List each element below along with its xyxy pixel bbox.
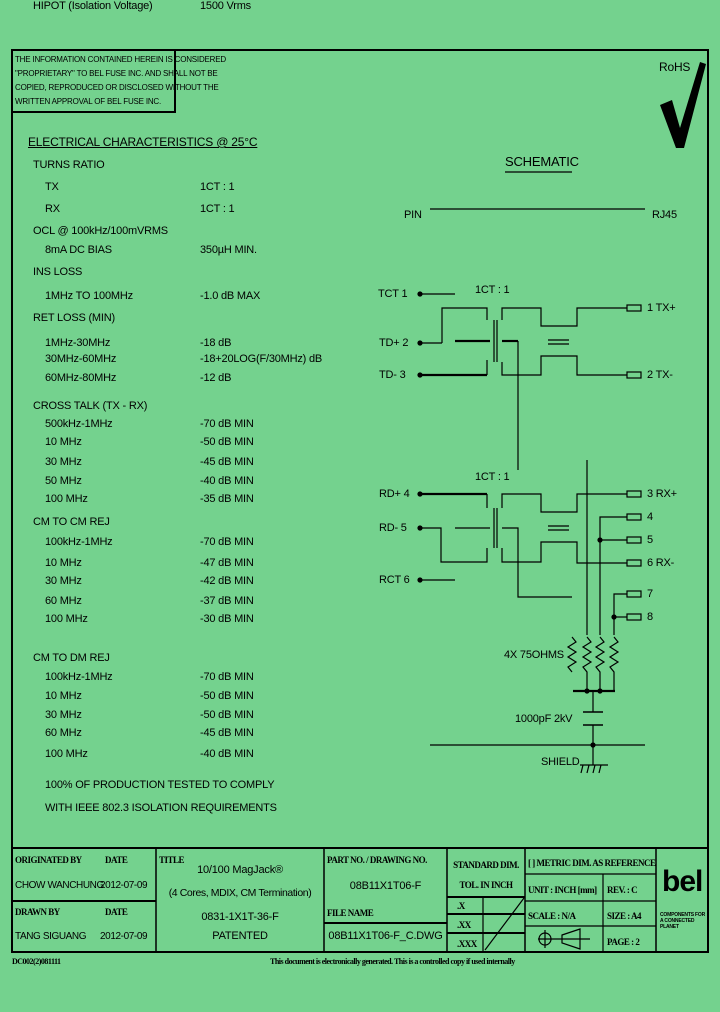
characteristic-label: OCL @ 100kHz/100mVRMS	[33, 225, 168, 237]
characteristic-value: 1CT : 1	[200, 181, 235, 193]
characteristic-label: TURNS RATIO	[33, 159, 105, 171]
characteristic-label: 100kHz-1MHz	[45, 671, 113, 683]
rj45-pin-label: 5	[647, 534, 653, 546]
notice-line: "PROPRIETARY" TO BEL FUSE INC. AND SHALL NOT BE	[15, 69, 218, 78]
characteristic-value: -70 dB MIN	[200, 418, 254, 430]
characteristic-value: -50 dB MIN	[200, 690, 254, 702]
notice-line: THE INFORMATION CONTAINED HEREIN IS CONSIDERED	[15, 55, 226, 64]
title-label: TITLE	[159, 855, 185, 865]
drawn-by-label: DRAWN BY	[15, 907, 60, 917]
characteristic-value: -45 dB MIN	[200, 456, 254, 468]
characteristic-label: 10 MHz	[45, 436, 82, 448]
originator-name: CHOW WANCHUNG	[15, 880, 104, 891]
characteristic-label: 30 MHz	[45, 456, 82, 468]
compliance-note: WITH IEEE 802.3 ISOLATION REQUIREMENTS	[45, 802, 277, 814]
characteristic-label: 60 MHz	[45, 595, 82, 607]
characteristic-label: TX	[45, 181, 59, 193]
rj45-pin-label: 7	[647, 588, 653, 600]
revision-label: REV. : C	[607, 885, 638, 895]
capacitor-label: 1000pF 2kV	[515, 713, 573, 725]
characteristic-value: 1CT : 1	[200, 203, 235, 215]
characteristic-label: INS LOSS	[33, 266, 83, 278]
electrical-title: ELECTRICAL CHARACTERISTICS @ 25°C	[28, 135, 258, 149]
characteristic-value: -35 dB MIN	[200, 493, 254, 505]
characteristic-value: -50 dB MIN	[200, 709, 254, 721]
bel-tagline: COMPONENTS FOR A CONNECTED PLANET	[660, 912, 705, 930]
rj45-header: RJ45	[652, 209, 677, 221]
rohs-label: RoHS	[659, 60, 691, 74]
characteristic-label: CM TO CM REJ	[33, 516, 110, 528]
drawn-date: 2012-07-09	[100, 931, 148, 942]
pin-label: TCT 1	[378, 288, 408, 300]
proprietary-notice	[15, 53, 226, 109]
characteristic-label: 100 MHz	[45, 748, 88, 760]
pin-label: RCT 6	[379, 574, 410, 586]
patented-label: PATENTED	[212, 930, 268, 942]
characteristic-value: -1.0 dB MAX	[200, 290, 261, 302]
part-no-label: PART NO. / DRAWING NO.	[327, 855, 427, 865]
file-name-label: FILE NAME	[327, 908, 374, 918]
characteristic-label: 100 MHz	[45, 493, 88, 505]
characteristic-label: 30 MHz	[45, 575, 82, 587]
rj45-pin-label: 2 TX-	[647, 369, 673, 381]
tol-xxx: .XXX	[457, 939, 477, 949]
notice-line: COPIED, REPRODUCED OR DISCLOSED WITHOUT THE	[15, 83, 219, 92]
characteristic-value: -18 dB	[200, 337, 232, 349]
tol-x: .X	[457, 901, 465, 911]
pin-label: RD+ 4	[379, 488, 410, 500]
page-label: PAGE : 2	[607, 937, 640, 947]
file-name: 08B11X1T06-F_C.DWG	[328, 930, 443, 942]
characteristic-label: 1MHz TO 100MHz	[45, 290, 133, 302]
characteristic-label: 100 MHz	[45, 613, 88, 625]
characteristic-value: -18+20LOG(F/30MHz) dB	[200, 353, 323, 365]
characteristic-value: -30 dB MIN	[200, 613, 254, 625]
notice-line: WRITTEN APPROVAL OF BEL FUSE INC.	[15, 97, 162, 106]
characteristic-label: 30MHz-60MHz	[45, 353, 117, 365]
characteristic-label: 1MHz-30MHz	[45, 337, 111, 349]
rj45-pin-label: 1 TX+	[647, 302, 676, 314]
characteristic-value: -40 dB MIN	[200, 475, 254, 487]
metric-note: [ ] METRIC DIM. AS REFERENCE	[528, 858, 656, 868]
characteristic-label: HIPOT (Isolation Voltage)	[33, 0, 153, 12]
product-part: 0831-1X1T-36-F	[201, 911, 279, 923]
characteristic-label: 50 MHz	[45, 475, 82, 487]
characteristic-label: 10 MHz	[45, 690, 82, 702]
turns-ratio-label: 1CT : 1	[475, 471, 510, 483]
turns-ratio-label: 1CT : 1	[475, 284, 510, 296]
tol-xx: .XX	[457, 920, 471, 930]
date-label: DATE	[105, 907, 128, 917]
standard-dim-label: STANDARD DIM.	[453, 860, 519, 870]
scale-label: SCALE : N/A	[528, 911, 576, 921]
product-subtitle: (4 Cores, MDIX, CM Termination)	[168, 887, 312, 899]
characteristic-label: 60MHz-80MHz	[45, 372, 117, 384]
rj45-pin-label: 3 RX+	[647, 488, 677, 500]
characteristic-label: 30 MHz	[45, 709, 82, 721]
characteristic-value: -45 dB MIN	[200, 727, 254, 739]
pin-label: TD- 3	[379, 369, 406, 381]
shield-label: SHIELD	[541, 756, 580, 768]
characteristic-label: 60 MHz	[45, 727, 82, 739]
characteristic-label: CROSS TALK (TX - RX)	[33, 400, 148, 412]
characteristic-value: -40 dB MIN	[200, 748, 254, 760]
characteristic-value: -70 dB MIN	[200, 671, 254, 683]
unit-label: UNIT : INCH [mm]	[528, 885, 597, 895]
pin-label: TD+ 2	[379, 337, 409, 349]
resistor-label: 4X 75OHMS	[504, 649, 564, 661]
characteristic-value: 350µH MIN.	[200, 244, 257, 256]
pin-label: RD- 5	[379, 522, 407, 534]
rj45-pin-label: 4	[647, 511, 653, 523]
characteristic-label: 8mA DC BIAS	[45, 244, 112, 256]
part-number: 08B11X1T06-F	[349, 880, 422, 892]
originated-by-label: ORIGINATED BY	[15, 855, 82, 865]
tolerance-label: TOL. IN INCH	[459, 880, 513, 890]
bel-logo: bel	[662, 865, 703, 898]
product-title: 10/100 MagJack®	[197, 864, 283, 876]
rj45-pin-label: 8	[647, 611, 653, 623]
characteristic-label: RX	[45, 203, 60, 215]
characteristic-label: 100kHz-1MHz	[45, 536, 113, 548]
document-code: DC002(2)081111	[12, 957, 61, 966]
compliance-note: 100% OF PRODUCTION TESTED TO COMPLY	[45, 779, 275, 791]
date-label: DATE	[105, 855, 128, 865]
characteristic-value: -37 dB MIN	[200, 595, 254, 607]
characteristic-label: RET LOSS (MIN)	[33, 312, 115, 324]
characteristic-value: -50 dB MIN	[200, 436, 254, 448]
characteristic-value: -12 dB	[200, 372, 232, 384]
characteristic-value: -70 dB MIN	[200, 536, 254, 548]
schematic-title: SCHEMATIC	[505, 154, 579, 169]
controlled-copy-notice: This document is electronically generated. This is a controlled copy if used internally	[270, 957, 515, 966]
drawer-name: TANG SIGUANG	[15, 931, 87, 942]
characteristic-value: -42 dB MIN	[200, 575, 254, 587]
pin-header: PIN	[404, 209, 422, 221]
size-label: SIZE : A4	[607, 911, 642, 921]
originated-date: 2012-07-09	[100, 880, 148, 891]
rj45-pin-label: 6 RX-	[647, 557, 675, 569]
characteristic-label: CM TO DM REJ	[33, 652, 110, 664]
characteristic-value: -47 dB MIN	[200, 557, 254, 569]
characteristic-label: 500kHz-1MHz	[45, 418, 113, 430]
characteristic-label: 10 MHz	[45, 557, 82, 569]
characteristic-value: 1500 Vrms	[200, 0, 251, 12]
